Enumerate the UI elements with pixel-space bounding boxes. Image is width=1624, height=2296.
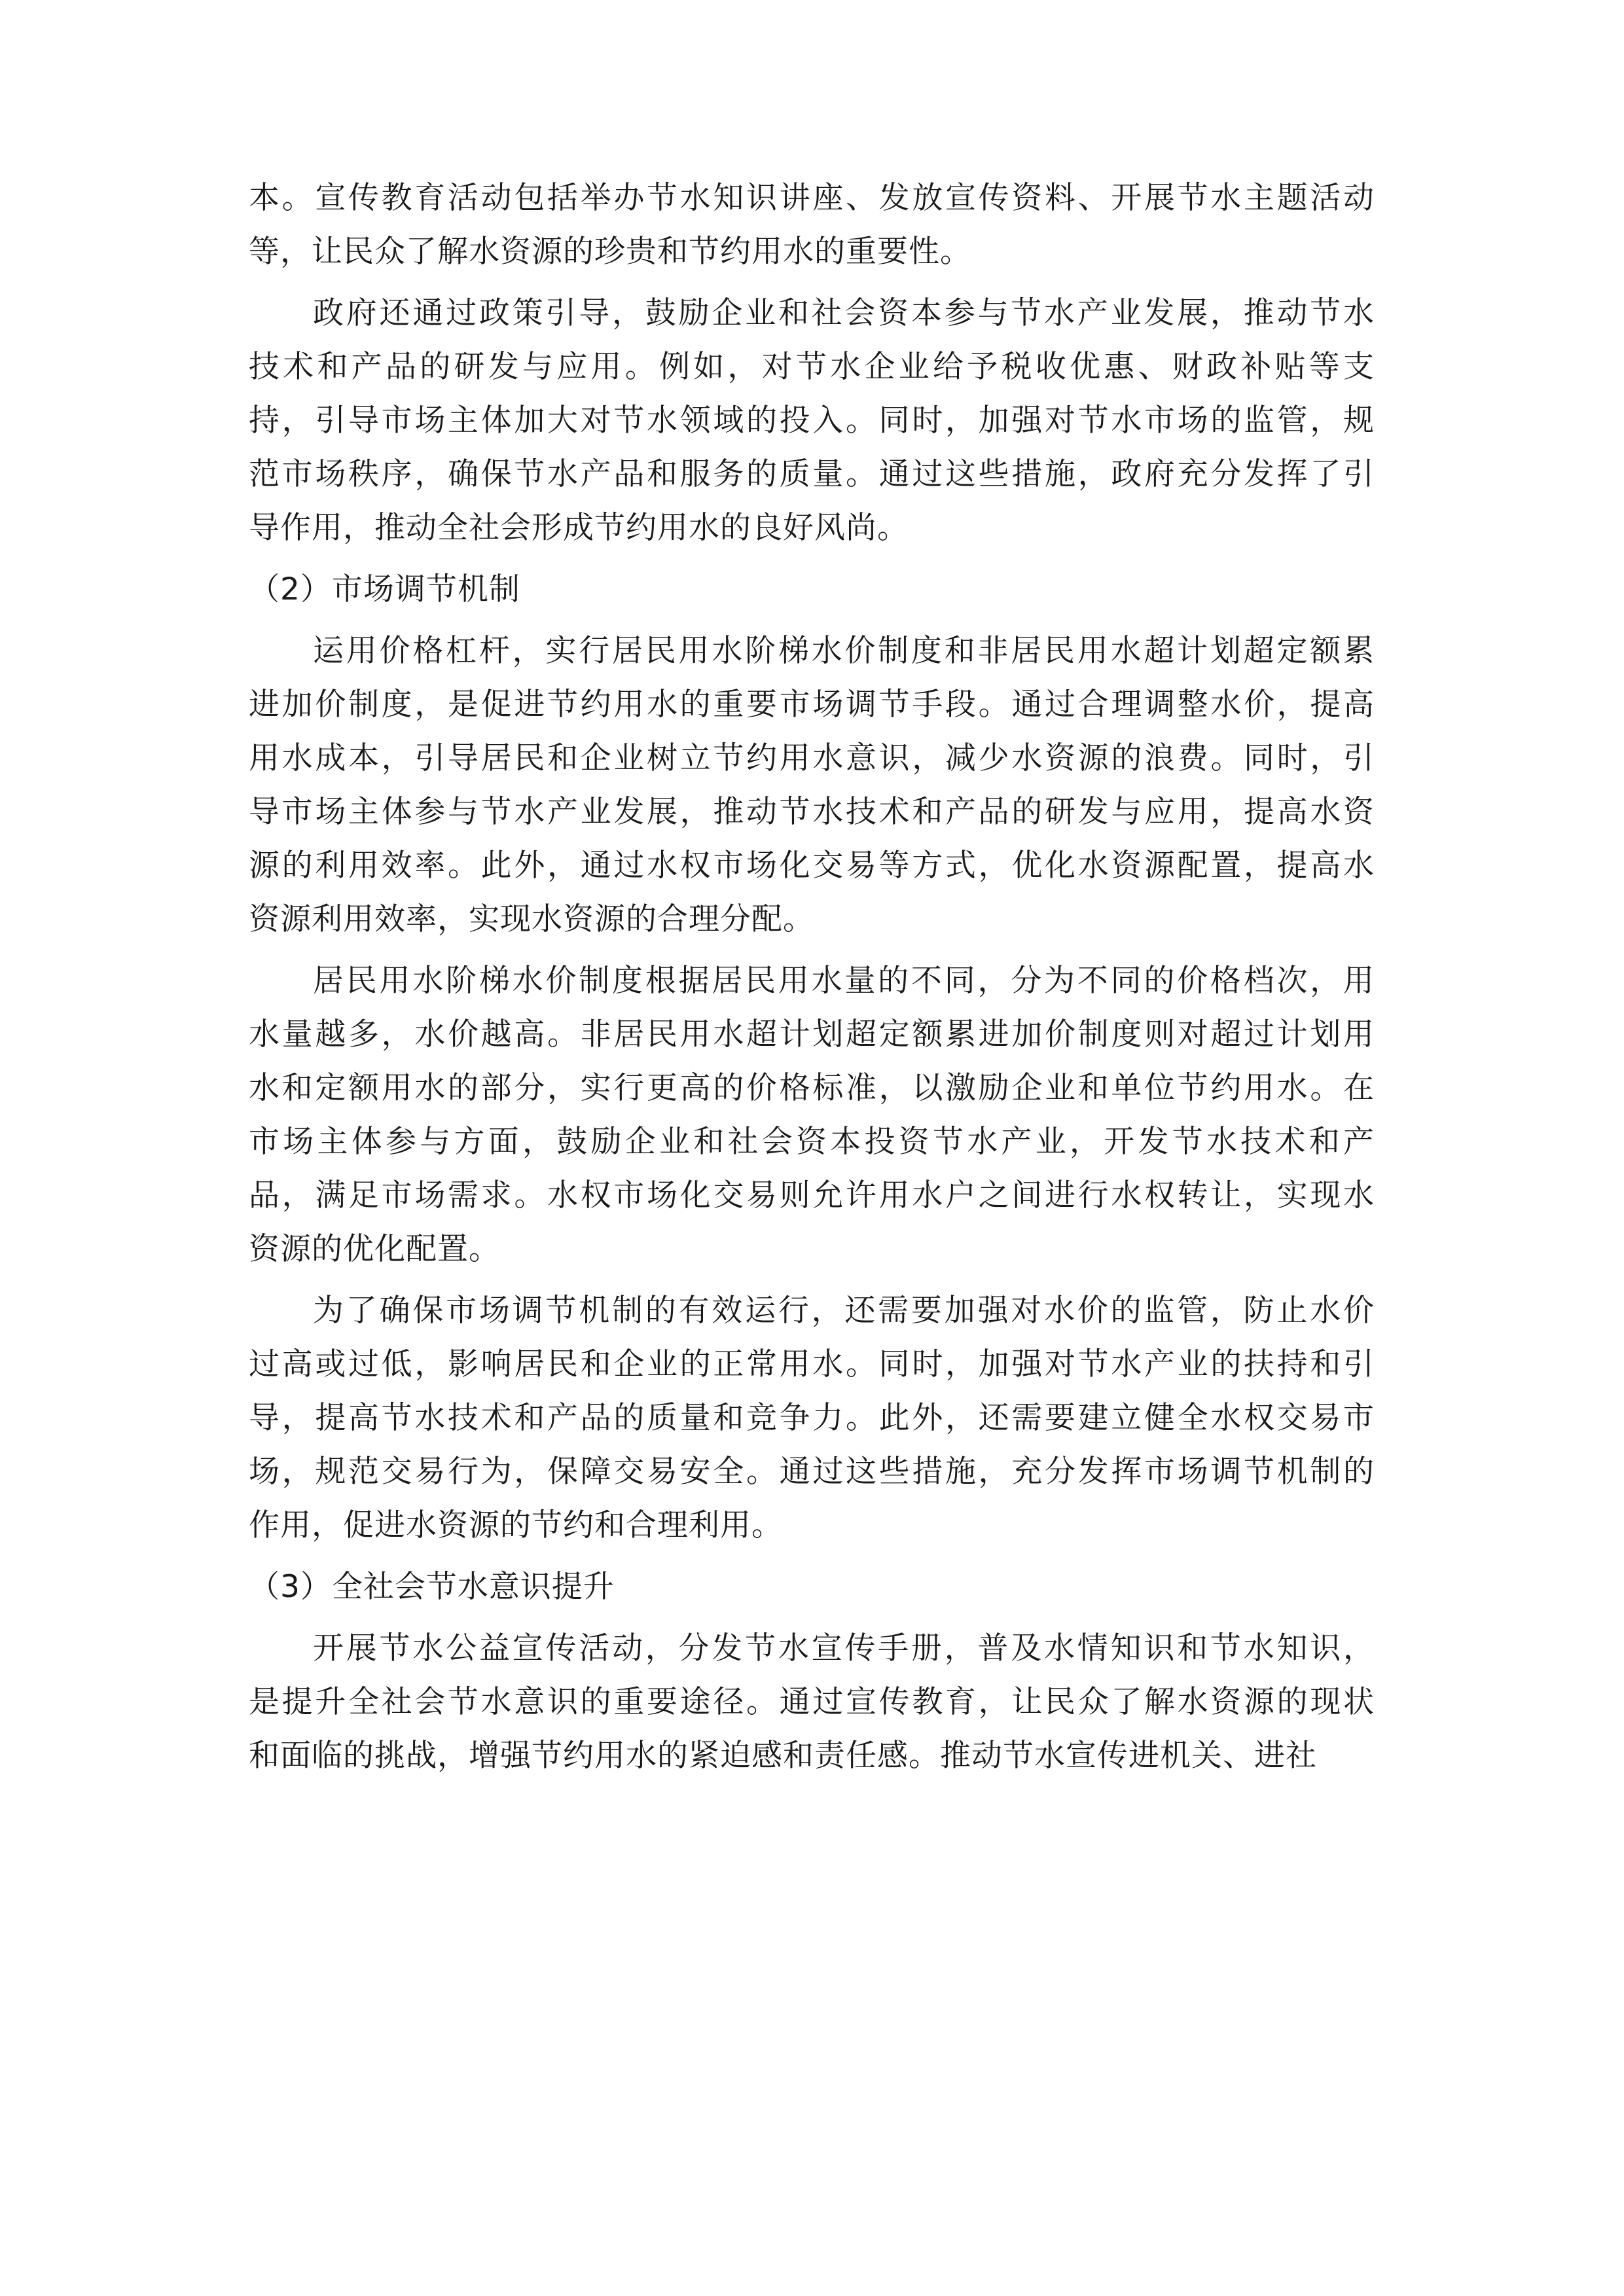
text-line: 进加价制度，是促进节约用水的重要市场调节手段。通过合理调整水价，提高 xyxy=(249,687,1375,723)
text-line: 等，让民众了解水资源的珍贵和节约用水的重要性。 xyxy=(249,234,971,270)
section-heading: （3）全社会节水意识提升 xyxy=(249,1569,615,1605)
text-line: 范市场秩序，确保节水产品和服务的质量。通过这些措施，政府充分发挥了引 xyxy=(249,456,1375,492)
text-line: 为了确保市场调节机制的有效运行，还需要加强对水价的监管，防止水价 xyxy=(313,1293,1375,1329)
section-heading: （2）市场调节机制 xyxy=(249,571,520,607)
text-line: 持，引导市场主体加大对节水领域的投入。同时，加强对节水市场的监管，规 xyxy=(249,403,1375,439)
text-line: 品，满足市场需求。水权市场化交易则允许用水户之间进行水权转让，实现水 xyxy=(249,1177,1375,1213)
text-line: 是提升全社会节水意识的重要途径。通过宣传教育，让民众了解水资源的现状 xyxy=(249,1684,1375,1720)
text-line: 资源利用效率，实现水资源的合理分配。 xyxy=(249,901,814,937)
paragraph xyxy=(249,1284,1375,1552)
text-line: 资源的优化配置。 xyxy=(249,1231,500,1267)
text-line: 水量越多，水价越高。非居民用水超计划超定额累进加价制度则对超过计划用 xyxy=(249,1016,1375,1052)
text-line: 水和定额用水的部分，实行更高的价格标准，以激励企业和单位节约用水。在 xyxy=(249,1070,1375,1106)
document-body xyxy=(249,171,1375,1791)
text-line: 源的利用效率。此外，通过水权市场化交易等方式，优化水资源配置，提高水 xyxy=(249,848,1375,884)
text-line: 政府还通过政策引导，鼓励企业和社会资本参与节水产业发展，推动节水 xyxy=(313,295,1375,331)
text-line: 开展节水公益宣传活动，分发节水宣传手册，普及水情知识和节水知识， xyxy=(313,1630,1375,1666)
text-line: 场，规范交易行为，保障交易安全。通过这些措施，充分发挥市场调节机制的 xyxy=(249,1454,1375,1490)
paragraph xyxy=(249,954,1375,1276)
text-line: 作用，促进水资源的节约和合理利用。 xyxy=(249,1507,783,1543)
text-line: 技术和产品的研发与应用。例如，对节水企业给予税收优惠、财政补贴等支 xyxy=(249,349,1375,385)
text-line: 运用价格杠杆，实行居民用水阶梯水价制度和非居民用水超计划超定额累 xyxy=(313,633,1375,669)
text-line: 和面临的挑战，增强节约用水的紧迫感和责任感。推动节水宣传进机关、进社 xyxy=(249,1738,1317,1774)
paragraph xyxy=(249,171,1375,279)
text-line: 导市场主体参与节水产业发展，推动节水技术和产品的研发与应用，提高水资 xyxy=(249,794,1375,830)
text-line: 市场主体参与方面，鼓励企业和社会资本投资节水产业，开发节水技术和产 xyxy=(249,1124,1375,1160)
text-line: 过高或过低，影响居民和企业的正常用水。同时，加强对节水产业的扶持和引 xyxy=(249,1346,1375,1382)
text-line: 导，提高节水技术和产品的质量和竞争力。此外，还需要建立健全水权交易市 xyxy=(249,1400,1375,1436)
text-line: 导作用，推动全社会形成节约用水的良好风尚。 xyxy=(249,510,909,546)
text-line: 用水成本，引导居民和企业树立节约用水意识，减少水资源的浪费。同时，引 xyxy=(249,740,1375,776)
paragraph xyxy=(249,624,1375,946)
text-line: 居民用水阶梯水价制度根据居民用水量的不同，分为不同的价格档次，用 xyxy=(313,963,1375,999)
paragraph xyxy=(249,287,1375,555)
text-line: 本。宣传教育活动包括举办节水知识讲座、发放宣传资料、开展节水主题活动 xyxy=(249,180,1375,216)
paragraph xyxy=(249,1622,1375,1783)
